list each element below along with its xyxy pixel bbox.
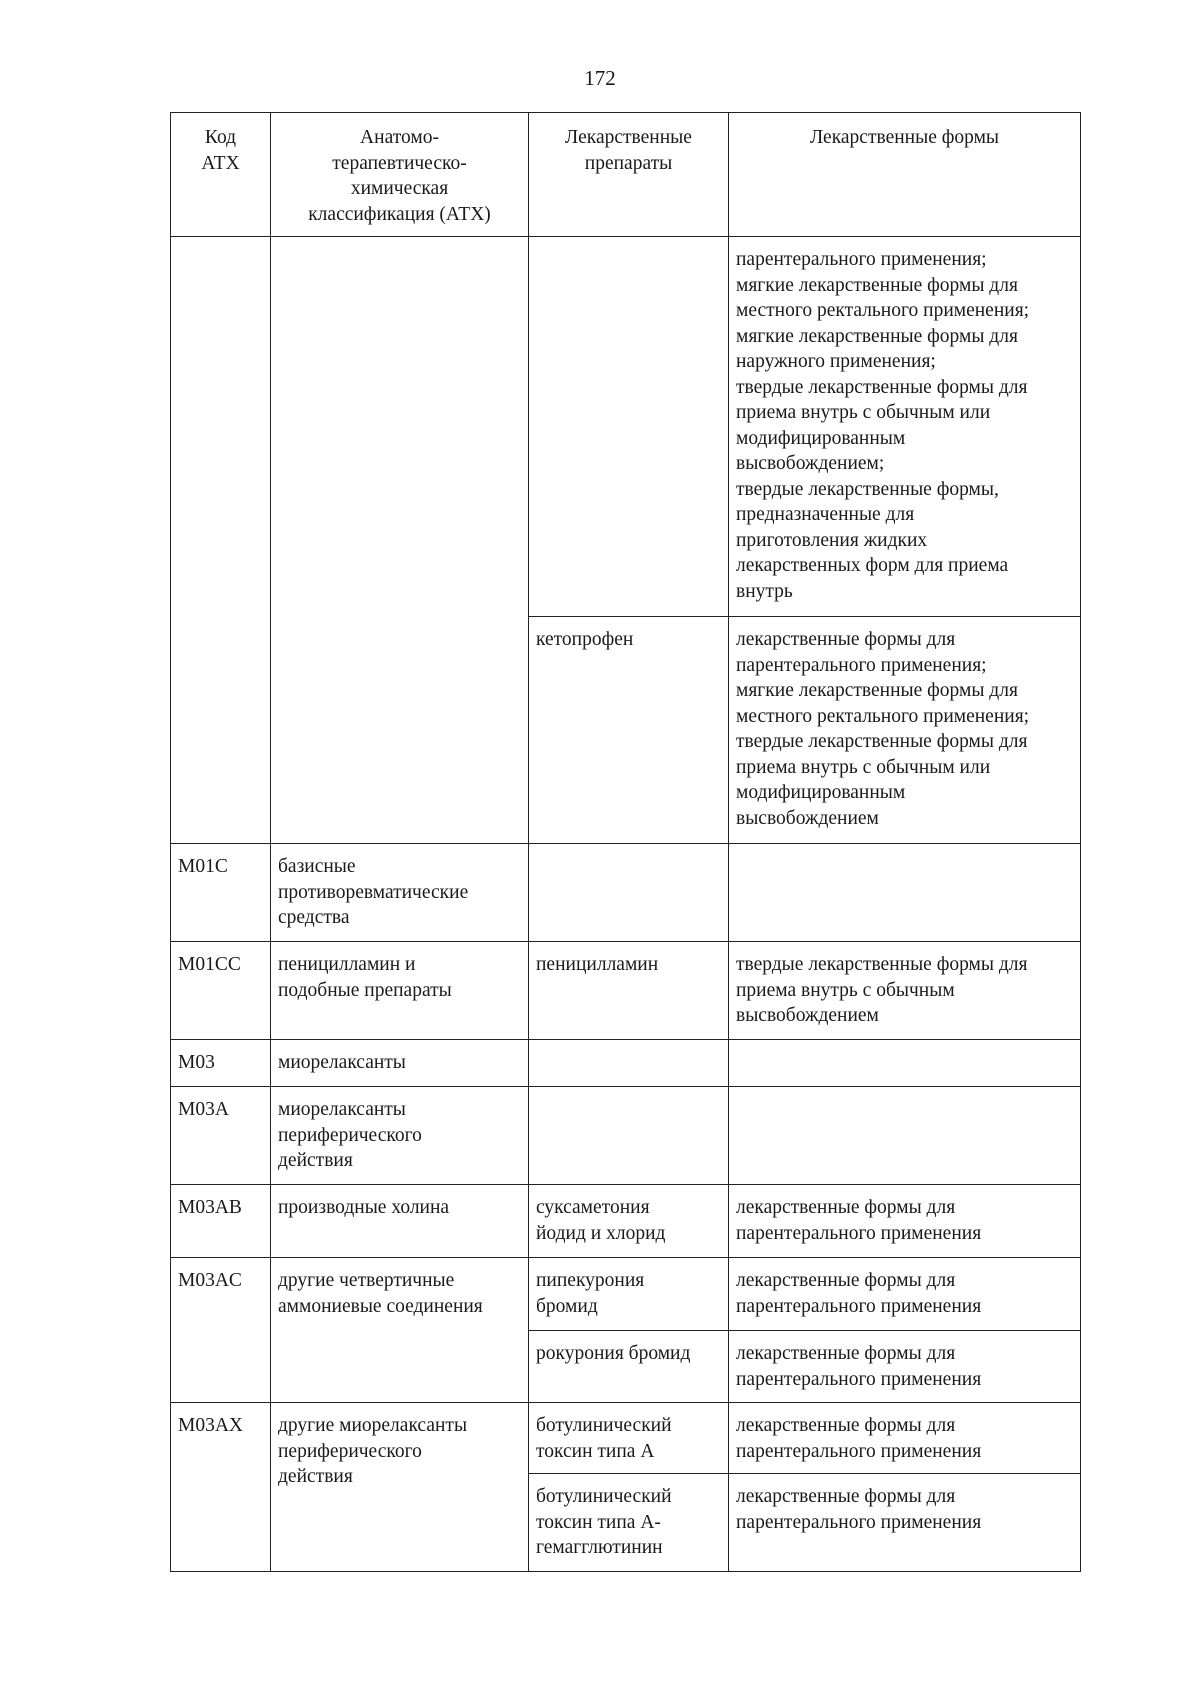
cell-text-line: мягкие лекарственные формы для [736,325,1018,347]
cell-forms [729,1087,1081,1185]
table-row [171,1403,1081,1474]
cell-text-line: M03AC [178,1270,242,1291]
cell-drug [529,1331,729,1403]
cell-text-line: противоревматические [278,881,469,903]
cell-text-line: лекарственные формы для [736,1197,956,1218]
cell-drug [529,1087,729,1185]
cell-text-line: препараты [584,152,673,174]
table-row [171,1258,1081,1331]
cell-text-line: производные холина [278,1197,450,1218]
cell-classification [271,1087,529,1185]
cell-text-line: другие миорелаксанты [278,1415,468,1436]
cell-text-line: терапевтическо- [332,152,467,174]
cell-text-line: приготовления жидких [736,529,928,551]
cell-text-line: классификация (АТХ) [308,203,491,225]
cell-drug [529,844,729,942]
cell-text-line: ботулинический [536,1486,672,1507]
cell-text-line: пипекурония [536,1270,645,1291]
table-row [171,1185,1081,1258]
cell-text-line: йодид и хлорид [536,1222,666,1244]
cell-text-line: миорелаксанты [278,1052,406,1073]
cell-text-line: мягкие лекарственные формы для [736,680,1018,701]
cell-forms [729,1403,1081,1474]
cell-text-line: приема внутрь с обычным или [736,402,991,423]
cell-text-line: пеницилламин [536,954,659,975]
cell-code [171,237,271,844]
cell-text-line: ботулинический [536,1415,672,1436]
cell-text-line: высвобождением [736,1005,879,1026]
cell-text-line: внутрь [736,580,793,602]
cell-forms [729,942,1081,1040]
cell-text-line: пеницилламин и [278,954,416,975]
cell-classification [271,237,529,844]
cell-text-line: парентерального применения [736,1295,982,1317]
cell-text-line: наружного применения; [736,351,936,372]
cell-classification [271,1040,529,1087]
cell-text-line: лекарственные формы для [736,1343,956,1364]
cell-text-line: бромид [536,1295,598,1317]
cell-text-line: лекарственных форм для приема [736,555,1009,576]
cell-text-line: M03AX [178,1415,244,1436]
cell-text-line: парентерального применения [736,1222,982,1244]
cell-text-line: средства [278,907,350,928]
cell-text-line: суксаметония [536,1197,650,1218]
header-classification [271,113,529,237]
cell-text-line: Анатомо- [360,127,439,148]
cell-text-line: действия [278,1150,353,1171]
table-row [171,1087,1081,1185]
cell-text-line: местного ректального применения; [736,705,1030,727]
cell-classification [271,1185,529,1258]
cell-text-line: миорелаксанты [278,1099,406,1120]
table-row [171,237,1081,617]
cell-drug [529,1258,729,1331]
cell-text-line: приема внутрь с обычным или [736,756,991,778]
cell-classification [271,1258,529,1403]
cell-classification [271,844,529,942]
cell-text-line: АТХ [201,152,240,174]
cell-drug [529,1185,729,1258]
cell-text-line: токсин типа А [536,1440,655,1462]
cell-drug [529,942,729,1040]
cell-forms [729,1040,1081,1087]
cell-text-line: парентерального применения [736,1511,982,1533]
cell-classification [271,1403,529,1572]
cell-text-line: парентерального применения; [736,654,987,676]
cell-text-line: Лекарственные формы [809,127,1000,148]
header-forms [729,113,1081,237]
cell-text-line: M03AB [178,1197,242,1218]
cell-text-line: приема внутрь с обычным [736,979,955,1001]
cell-text-line: предназначенные для [736,504,915,525]
cell-forms [729,617,1081,844]
cell-text-line: периферического [278,1124,422,1146]
cell-classification [271,942,529,1040]
cell-text-line: лекарственные формы для [736,629,956,650]
cell-text-line: парентерального применения; [736,249,987,270]
cell-text-line: Код [204,127,237,148]
cell-text-line: базисные [278,856,356,877]
cell-text-line: аммониевые соединения [278,1295,483,1317]
cell-text-line: твердые лекарственные формы, [736,478,999,500]
cell-text-line: периферического [278,1440,422,1462]
cell-code [171,1087,271,1185]
cell-text-line: парентерального применения [736,1368,982,1390]
cell-text-line: действия [278,1466,353,1487]
cell-text-line: твердые лекарственные формы для [736,376,1028,398]
cell-text-line: парентерального применения [736,1440,982,1462]
cell-forms [729,1258,1081,1331]
cell-text-line: другие четвертичные [278,1270,455,1291]
table-row [171,942,1081,1040]
cell-code [171,942,271,1040]
cell-forms [729,237,1081,617]
header-row [171,113,1081,237]
cell-code [171,1403,271,1572]
cell-code [171,844,271,942]
cell-forms [729,1185,1081,1258]
cell-text-line: твердые лекарственные формы для [736,731,1028,752]
cell-drug [529,1040,729,1087]
cell-text-line: высвобождением; [736,453,885,474]
cell-code [171,1185,271,1258]
cell-text-line: M03A [178,1099,229,1120]
cell-forms [729,844,1081,942]
cell-text-line: высвобождением [736,807,879,829]
cell-text-line: Лекарственные [565,127,692,148]
cell-text-line: лекарственные формы для [736,1270,956,1291]
cell-text-line: лекарственные формы для [736,1415,956,1436]
cell-text-line: твердые лекарственные формы для [736,954,1028,975]
cell-text-line: M03 [178,1052,215,1073]
cell-forms [729,1331,1081,1403]
cell-text-line: лекарственные формы для [736,1486,956,1507]
cell-text-line: местного ректального применения; [736,300,1030,321]
cell-text-line: модифицированным [736,427,906,449]
cell-drug [529,1403,729,1474]
cell-forms [729,1474,1081,1572]
cell-text-line: подобные препараты [278,979,452,1001]
page-number: 172 [584,66,616,90]
cell-text-line: мягкие лекарственные формы для [736,274,1018,296]
cell-text-line: гемагглютинин [536,1537,663,1558]
cell-text-line: модифицированным [736,782,906,803]
cell-drug [529,617,729,844]
cell-text-line: рокурония бромид [536,1343,691,1364]
header-code [171,113,271,237]
cell-code [171,1258,271,1403]
cell-text-line: M01CC [178,954,241,975]
atx-table [170,112,1081,1572]
cell-text-line: кетопрофен [536,629,634,650]
header-drugs [529,113,729,237]
cell-text-line: токсин типа А- [536,1511,661,1533]
table-row [171,844,1081,942]
cell-text-line: химическая [350,178,449,199]
cell-code [171,1040,271,1087]
cell-drug [529,1474,729,1572]
cell-text-line: M01C [178,856,228,877]
table-row [171,1040,1081,1087]
cell-drug [529,237,729,617]
